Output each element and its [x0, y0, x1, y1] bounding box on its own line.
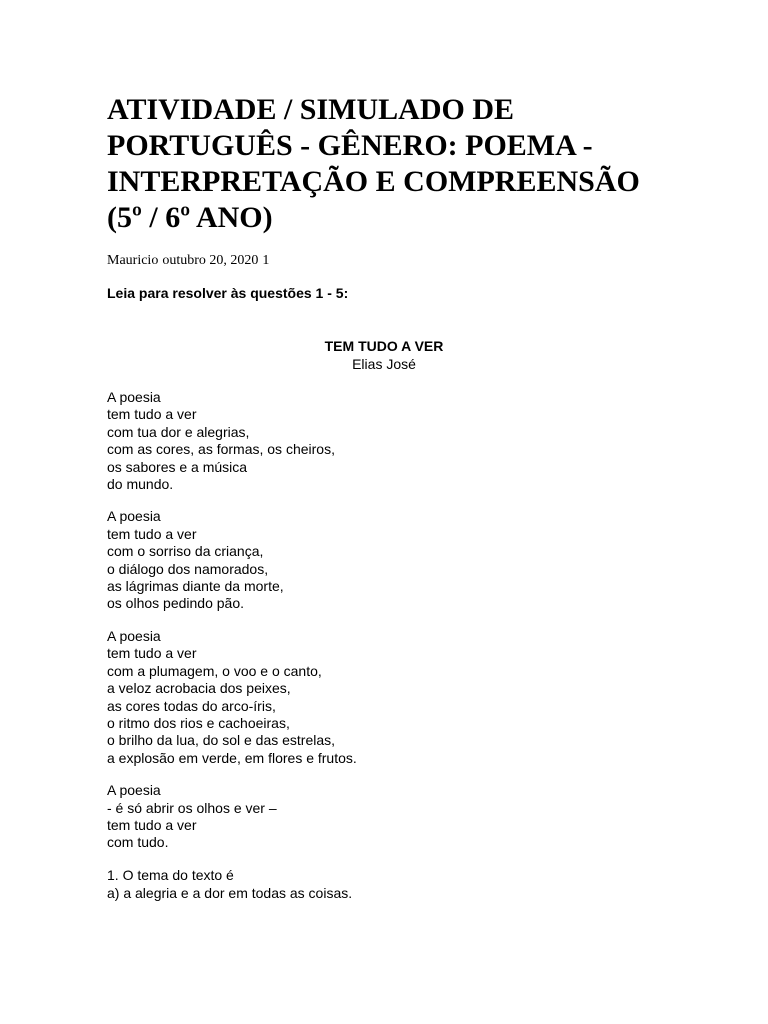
comment-count[interactable]: 1 — [262, 253, 270, 268]
poem-line: A poesia — [107, 508, 161, 525]
question-1 — [107, 866, 667, 902]
poem-author: Elias José — [352, 356, 416, 372]
poem-line: as lágrimas diante da morte, — [107, 578, 284, 595]
poem-line: A poesia — [107, 389, 161, 405]
poem-line: os olhos pedindo pão. — [107, 595, 244, 612]
poem-line: - é só abrir os olhos e ver – — [107, 799, 277, 816]
stanza-2 — [107, 508, 667, 612]
poem-line: a veloz acrobacia dos peixes, — [107, 680, 291, 697]
instruction-text: Leia para resolver às questões 1 - 5: — [107, 285, 349, 301]
post-date: outubro 20, 2020 — [162, 253, 259, 268]
poem-line: tem tudo a ver — [107, 406, 197, 423]
poem-line: as cores todas do arco-íris, — [107, 697, 276, 714]
poem-line: o diálogo dos namorados, — [107, 560, 269, 577]
poem-line: com as cores, as formas, os cheiros, — [107, 441, 335, 458]
author-name[interactable]: Mauricio — [107, 253, 159, 268]
poem-line: do mundo. — [107, 476, 174, 493]
poem-line: com tudo. — [107, 834, 169, 851]
poem-line: o brilho da lua, do sol e das estrelas, — [107, 732, 336, 749]
poem-line: tem tudo a ver — [107, 645, 197, 662]
post-meta — [107, 252, 667, 270]
poem-line: tem tudo a ver — [107, 816, 197, 833]
poem-line: A poesia — [107, 782, 161, 799]
poem-line: com a plumagem, o voo e o canto, — [107, 662, 322, 679]
question-option-a: a) a alegria e a dor em todas as coisas. — [107, 884, 353, 901]
poem-line: com o sorriso da criança, — [107, 543, 264, 560]
poem-line: a explosão em verde, em flores e frutos. — [107, 749, 357, 766]
document-page — [107, 92, 667, 902]
poem-line: o ritmo dos rios e cachoeiras, — [107, 714, 290, 731]
poem-header — [107, 337, 661, 373]
stanza-1 — [107, 389, 667, 493]
poem-title: TEM TUDO A VER — [324, 338, 444, 354]
poem-line: tem tudo a ver — [107, 525, 197, 542]
poem-line: os sabores e a música — [107, 458, 248, 475]
poem-line: com tua dor e alegrias, — [107, 423, 250, 440]
stanza-4 — [107, 782, 667, 852]
poem-line: A poesia — [107, 627, 161, 644]
page-title: ATIVIDADE / SIMULADO DE PORTUGUÊS - GÊNERO: POEMA - INTERPRETAÇÃO E COMPREENSÃO (5º / 6º ANO) — [107, 93, 640, 234]
question-text: 1. O tema do texto é — [107, 866, 234, 883]
stanza-3 — [107, 628, 667, 767]
